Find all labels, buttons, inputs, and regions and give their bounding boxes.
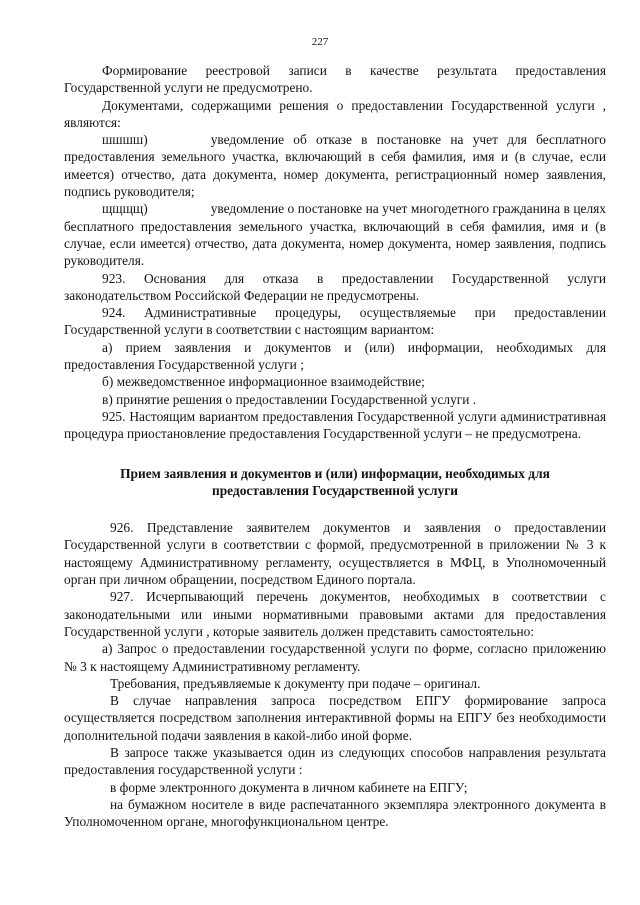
list-marker: щщщщ)	[102, 201, 148, 217]
paragraph: 927. Исчерпывающий перечень документов, необходимых в соответствии с законодательными или иными нормативными правовыми актами для предоставления Государственной услуги , которые заявитель должен представить самостоятельно:	[64, 589, 606, 639]
paragraph: б) межведомственное информационное взаимодействие;	[102, 374, 425, 390]
paragraph: а) прием заявления и документов и (или) информации, необходимых для предоставления Государственной услуги ;	[64, 339, 606, 373]
paragraph: Формирование реестровой записи в качестве результата предоставления Государственной услуги не предусмотрено.	[64, 63, 606, 96]
list-item	[64, 131, 606, 200]
paragraph: в) принятие решения о предоставлении Государственной услуги .	[102, 391, 477, 407]
section-heading-line: предоставления Государственной услуги	[212, 482, 458, 498]
section-heading-line: Прием заявления и документов и (или) информации, необходимых для	[120, 465, 550, 481]
paragraph: а) Запрос о предоставлении государственной услуги по форме, согласно приложению № 3 к настоящему Административному регламенту.	[64, 641, 606, 674]
paragraph: 923. Основания для отказа в предоставлении Государственной услуги законодательством Российской Федерации не предусмотрены.	[64, 270, 606, 303]
section-heading	[64, 465, 606, 500]
paragraph: в форме электронного документа в личном кабинете на ЕПГУ;	[110, 779, 468, 795]
paragraph: 925. Настоящим вариантом предоставления Государственной услуги административная процедура приостановление предоставления Государственной услуги – не предусмотрена.	[64, 408, 606, 442]
page-number: 227	[311, 36, 329, 48]
paragraph: на бумажном носителе в виде распечатанного экземпляра электронного документа в Уполномоченном органе, многофункциональном центре.	[64, 796, 606, 830]
list-marker: шшшш)	[102, 132, 148, 148]
paragraph: 926. Представление заявителем документов и заявления о предоставлении Государственной услуги в соответствии с формой, предусмотренной в приложении № 3 к настоящему Административному регламенту, осуществляется в МФЦ, в Уполномоченный орган при личном обращении, посредством Единого портала.	[64, 520, 606, 588]
list-item	[64, 200, 606, 269]
list-item-text: уведомление об отказе в постановке на учет для бесплатного предоставления земельного участка, включающий в себя фамилия, имя и (в случае, если имеется) отчество, дата документа, номер документа, регистрационный номер заявления, подпись руководителя;	[64, 132, 606, 200]
paragraph: Требования, предъявляемые к документу при подаче – оригинал.	[110, 675, 481, 691]
paragraph: В запросе также указывается один из следующих способов направления результата предоставления государственной услуги :	[64, 744, 606, 778]
paragraph: Документами, содержащими решения о предоставлении Государственной услуги , являются:	[64, 97, 606, 130]
document-body	[64, 62, 606, 830]
list-item-text: уведомление о постановке на учет многодетного гражданина в целях бесплатного предоставления земельного участка, включающий в себя фамилия, имя и (в случае, если имеется) отчество, дата документа, номер документа, номер заявления, подпись руководителя.	[64, 201, 606, 269]
paragraph: 924. Административные процедуры, осуществляемые при предоставлении Государственной услуги в соответствии с настоящим вариантом:	[64, 305, 606, 338]
paragraph: В случае направления запроса посредством ЕПГУ формирование запроса осуществляется посредством заполнения интерактивной формы на ЕПГУ без необходимости дополнительной подачи заявления в какой-либо иной форме.	[64, 693, 606, 743]
